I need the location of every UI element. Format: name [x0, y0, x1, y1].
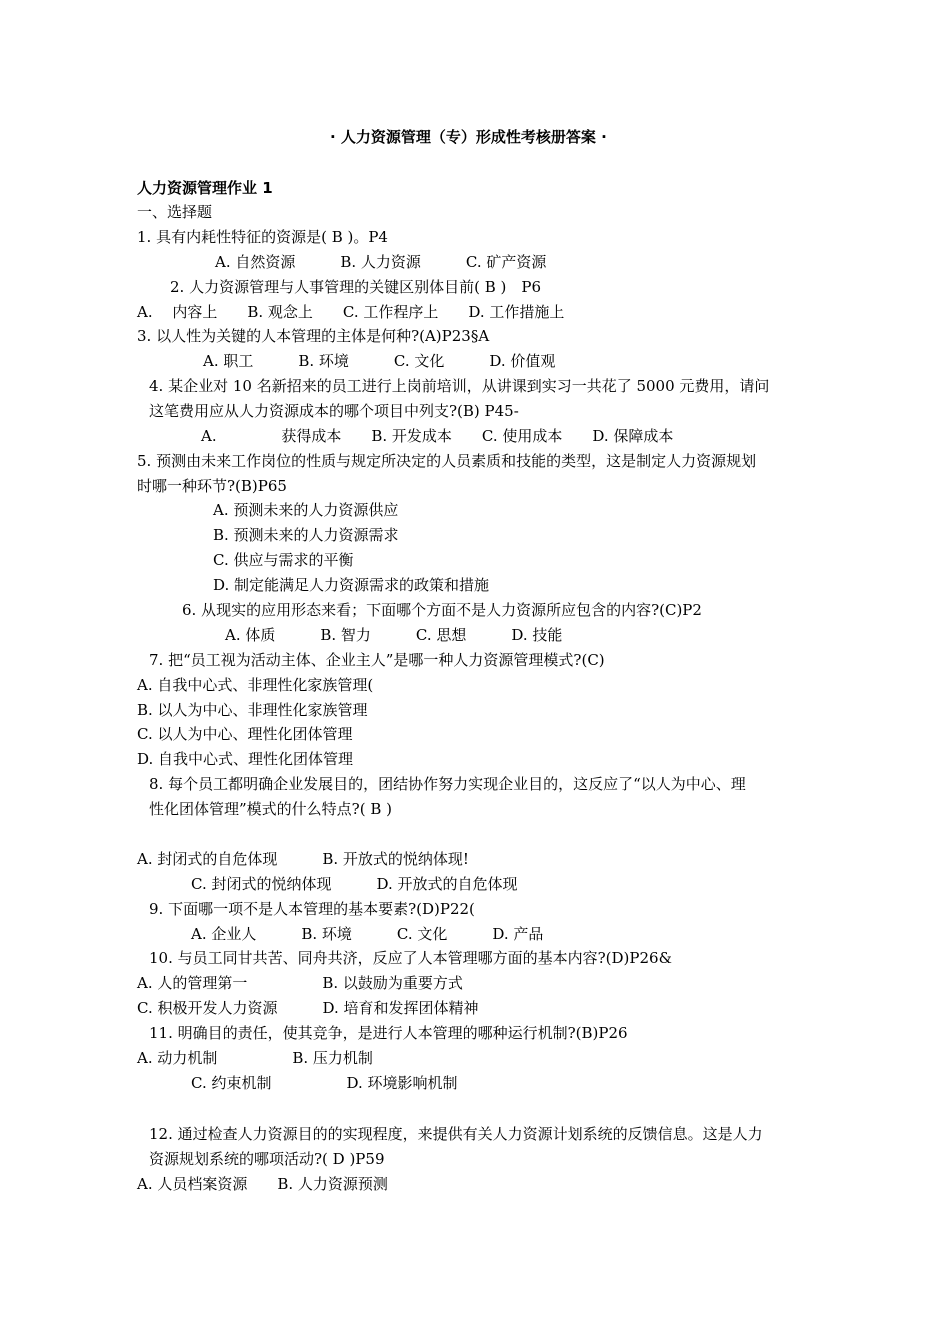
question-11-options-ab: A. 动力机制 B. 压力机制 — [137, 1049, 373, 1067]
question-4-cont: 这笔费用应从人力资源成本的哪个项目中列支?(B) P45- — [149, 402, 519, 420]
question-12-cont: 资源规划系统的哪项活动?( D )P59 — [149, 1150, 385, 1168]
question-5-cont: 时哪一种环节?(B)P65 — [137, 477, 287, 495]
question-5-option-a: A. 预测未来的人力资源供应 — [213, 501, 399, 519]
question-7-option-d: D. 自我中心式、理性化团体管理 — [137, 750, 354, 768]
question-6-options: A. 体质 B. 智力 C. 思想 D. 技能 — [225, 626, 563, 644]
question-6: 6. 从现实的应用形态来看；下面哪个方面不是人力资源所应包含的内容?(C)P2 — [182, 601, 702, 619]
question-10-options-ab: A. 人的管理第一 B. 以鼓励为重要方式 — [137, 974, 463, 992]
question-11-options-cd: C. 约束机制 D. 环境影响机制 — [191, 1074, 458, 1092]
question-5: 5. 预测由未来工作岗位的性质与规定所决定的人员素质和技能的类型，这是制定人力资源规划 — [137, 452, 757, 470]
question-8-cont: 性化团体管理”模式的什么特点?( B ) — [149, 800, 392, 818]
question-10: 10. 与员工同甘共苦、同舟共济，反应了人本管理哪方面的基本内容?(D)P26& — [149, 949, 672, 967]
question-10-options-cd: C. 积极开发人力资源 D. 培育和发挥团体精神 — [137, 999, 479, 1017]
question-7-option-b: B. 以人为中心、非理性化家族管理 — [137, 701, 368, 719]
question-7-option-c: C. 以人为中心、理性化团体管理 — [137, 725, 353, 743]
question-8-options-cd: C. 封闭式的悦纳体现 D. 开放式的自危体现 — [191, 875, 518, 893]
question-2: 2. 人力资源管理与人事管理的关键区别体目前( B ) P6 — [170, 278, 541, 296]
question-7-option-a: A. 自我中心式、非理性化家族管理( — [137, 676, 374, 694]
section-heading: 人力资源管理作业 1 — [137, 179, 273, 197]
question-8-options-ab: A. 封闭式的自危体现 B. 开放式的悦纳体现! — [137, 850, 469, 868]
question-5-option-b: B. 预测未来的人力资源需求 — [213, 526, 399, 544]
question-4: 4. 某企业对 10 名新招来的员工进行上岗前培训，从讲课到实习一共花了 5000 元费用，请问 — [149, 377, 770, 395]
question-2-options: A. 内容上 B. 观念上 C. 工作程序上 D. 工作措施上 — [137, 303, 565, 321]
question-1-options: A. 自然资源 B. 人力资源 C. 矿产资源 — [215, 253, 547, 271]
question-9-options: A. 企业人 B. 环境 C. 文化 D. 产品 — [191, 925, 544, 943]
question-12: 12. 通过检查人力资源目的的实现程度，来提供有关人力资源计划系统的反馈信息。这是人力 — [149, 1125, 763, 1143]
part-heading: 一、选择题 — [137, 203, 213, 221]
question-5-option-d: D. 制定能满足人力资源需求的政策和措施 — [213, 576, 490, 594]
question-5-option-c: C. 供应与需求的平衡 — [213, 551, 354, 569]
question-9: 9. 下面哪一项不是人本管理的基本要素?(D)P22( — [149, 900, 475, 918]
question-8: 8. 每个员工都明确企业发展目的，团结协作努力实现企业目的，这反应了“以人为中心、理 — [149, 775, 746, 793]
question-1: 1. 具有内耗性特征的资源是( B )。P4 — [137, 228, 388, 246]
question-12-options: A. 人员档案资源 B. 人力资源预测 — [137, 1175, 388, 1193]
document-title: · 人力资源管理（专）形成性考核册答案 · — [330, 128, 607, 146]
question-7: 7. 把“员工视为活动主体、企业主人”是哪一种人力资源管理模式?(C) — [149, 651, 605, 669]
question-11: 11. 明确目的责任，使其竞争，是进行人本管理的哪种运行机制?(B)P26 — [149, 1024, 628, 1042]
question-3: 3. 以人性为关键的人本管理的主体是何种?(A)P23§A — [137, 327, 490, 345]
question-3-options: A. 职工 B. 环境 C. 文化 D. 价值观 — [203, 352, 556, 370]
question-4-options: A. 获得成本 B. 开发成本 C. 使用成本 D. 保障成本 — [201, 427, 674, 445]
